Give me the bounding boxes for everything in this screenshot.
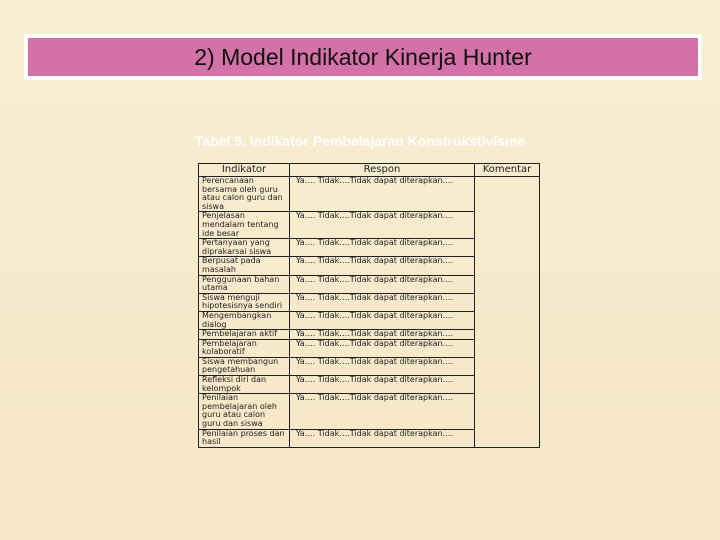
respon-cell: Ya…. Tidak….Tidak dapat diterapkan….	[290, 357, 475, 375]
table-row	[199, 177, 540, 212]
indikator-cell: Mengembangkan dialog	[199, 311, 290, 329]
table-caption: Tabel 5. Indikator Pembelajaran Konstrukstivisme	[194, 133, 526, 149]
indikator-cell: Berpusat pada masalah	[199, 257, 290, 275]
respon-cell: Ya…. Tidak….Tidak dapat diterapkan….	[290, 212, 475, 239]
respon-cell: Ya…. Tidak….Tidak dapat diterapkan….	[290, 293, 475, 311]
title-band	[28, 38, 698, 76]
respon-cell: Ya…. Tidak….Tidak dapat diterapkan….	[290, 376, 475, 394]
respon-cell: Ya…. Tidak….Tidak dapat diterapkan….	[290, 330, 475, 340]
respon-cell: Ya…. Tidak….Tidak dapat diterapkan….	[290, 257, 475, 275]
indikator-cell: Pertanyaan yang diprakarsai siswa	[199, 239, 290, 257]
indikator-cell: Pembelajaran aktif	[199, 330, 290, 340]
indikator-cell: Penggunaan bahan utama	[199, 275, 290, 293]
header-respon: Respon	[290, 164, 475, 177]
indikator-cell: Siswa menguji hipotesisnya sendiri	[199, 293, 290, 311]
indikator-cell: Penjelasan mendalam tentang ide besar	[199, 212, 290, 239]
indikator-cell: Siswa membangun pengetahuan	[199, 357, 290, 375]
respon-cell: Ya…. Tidak….Tidak dapat diterapkan….	[290, 239, 475, 257]
respon-cell: Ya…. Tidak….Tidak dapat diterapkan….	[290, 429, 475, 447]
slide-title: 2) Model Indikator Kinerja Hunter	[194, 43, 532, 70]
header-komentar: Komentar	[475, 164, 540, 177]
indikator-cell: Penilaian proses dan hasil	[199, 429, 290, 447]
indikator-cell: Penilaian pembelajaran oleh guru atau calon guru dan siswa	[199, 394, 290, 429]
respon-cell: Ya…. Tidak….Tidak dapat diterapkan….	[290, 275, 475, 293]
indikator-cell: Pembelajaran kolaboratif	[199, 339, 290, 357]
respon-cell: Ya…. Tidak….Tidak dapat diterapkan….	[290, 311, 475, 329]
header-indikator: Indikator	[199, 164, 290, 177]
indicator-table	[198, 163, 540, 448]
table-header-row	[199, 164, 540, 177]
komentar-cell	[475, 177, 540, 448]
respon-cell: Ya…. Tidak….Tidak dapat diterapkan….	[290, 177, 475, 212]
indikator-cell: Perencanaan bersama oleh guru atau calon guru dan siswa	[199, 177, 290, 212]
respon-cell: Ya…. Tidak….Tidak dapat diterapkan….	[290, 394, 475, 429]
title-bar	[24, 34, 702, 80]
respon-cell: Ya…. Tidak….Tidak dapat diterapkan….	[290, 339, 475, 357]
indikator-cell: Refleksi diri dan kelompok	[199, 376, 290, 394]
